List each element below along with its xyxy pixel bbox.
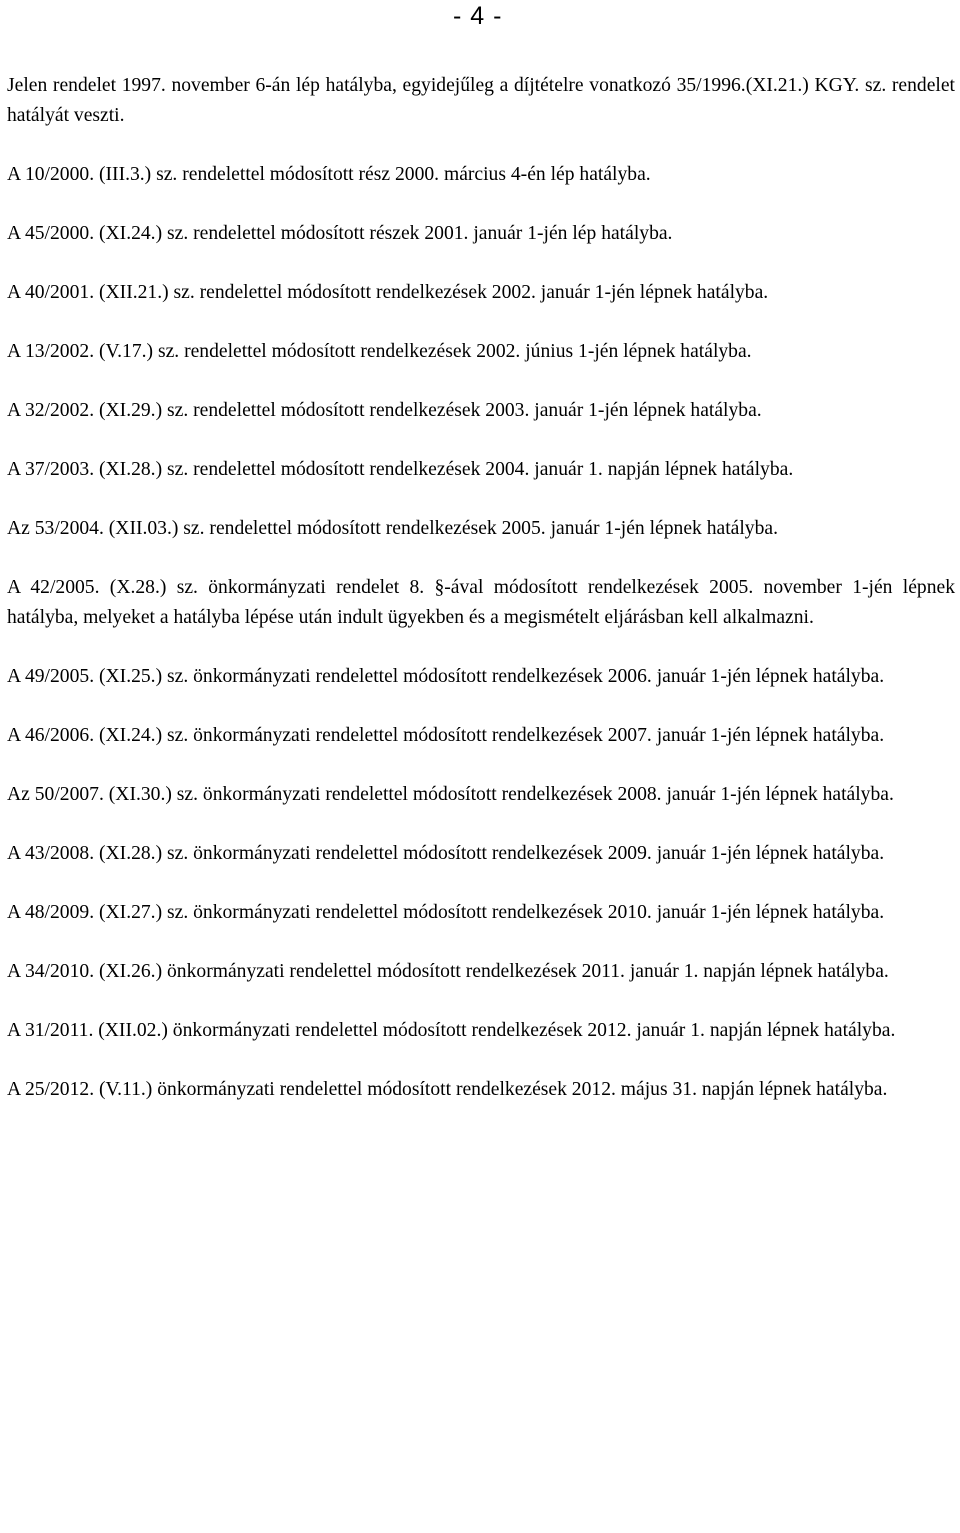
paragraph: A 49/2005. (XI.25.) sz. önkormányzati rendelettel módosított rendelkezések 2006. január 1-jén lépnek hatályba. [7, 666, 885, 687]
paragraph: A 10/2000. (III.3.) sz. rendelettel módosított rész 2000. március 4-én lép hatályba. [7, 164, 651, 185]
paragraph: A 46/2006. (XI.24.) sz. önkormányzati rendelettel módosított rendelkezések 2007. január 1-jén lépnek hatályba. [7, 725, 885, 746]
paragraph: A 13/2002. (V.17.) sz. rendelettel módosított rendelkezések 2002. június 1-jén lépnek hatályba. [7, 341, 752, 362]
paragraph: A 32/2002. (XI.29.) sz. rendelettel módosított rendelkezések 2003. január 1-jén lépnek hatályba. [7, 400, 762, 421]
paragraph: A 48/2009. (XI.27.) sz. önkormányzati rendelettel módosított rendelkezések 2010. január 1-jén lépnek hatályba. [7, 902, 885, 923]
paragraph: A 43/2008. (XI.28.) sz. önkormányzati rendelettel módosított rendelkezések 2009. január 1-jén lépnek hatályba. [7, 843, 885, 864]
paragraph: A 42/2005. (X.28.) sz. önkormányzati rendelet 8. §-ával módosított rendelkezések 2005. november 1-jén lépnek hatályba, melyeket a hatályba lépése után indult ügyekben és a megismételt eljárásban kell alkalmazni. [7, 577, 955, 628]
paragraph: A 37/2003. (XI.28.) sz. rendelettel módosított rendelkezések 2004. január 1. napján lépnek hatályba. [7, 459, 794, 480]
paragraph: Az 50/2007. (XI.30.) sz. önkormányzati rendelettel módosított rendelkezések 2008. január 1-jén lépnek hatályba. [7, 784, 894, 805]
paragraph: A 40/2001. (XII.21.) sz. rendelettel módosított rendelkezések 2002. január 1-jén lépnek hatályba. [7, 282, 769, 303]
paragraph: A 45/2000. (XI.24.) sz. rendelettel módosított részek 2001. január 1-jén lép hatályba. [7, 223, 673, 244]
document-body [7, 71, 955, 1105]
paragraph: Jelen rendelet 1997. november 6-án lép hatályba, egyidejűleg a díjtételre vonatkozó 35/1996.(XI.21.) KGY. sz. rendelet hatályát veszti. [7, 75, 955, 126]
page-number: - 4 - [453, 2, 503, 30]
paragraph: A 25/2012. (V.11.) önkormányzati rendelettel módosított rendelkezések 2012. május 31. napján lépnek hatályba. [7, 1079, 888, 1100]
paragraph: A 31/2011. (XII.02.) önkormányzati rendelettel módosított rendelkezések 2012. január 1. napján lépnek hatályba. [7, 1020, 896, 1041]
paragraph: A 34/2010. (XI.26.) önkormányzati rendelettel módosított rendelkezések 2011. január 1. napján lépnek hatályba. [7, 961, 889, 982]
paragraph: Az 53/2004. (XII.03.) sz. rendelettel módosított rendelkezések 2005. január 1-jén lépnek hatályba. [7, 518, 778, 539]
